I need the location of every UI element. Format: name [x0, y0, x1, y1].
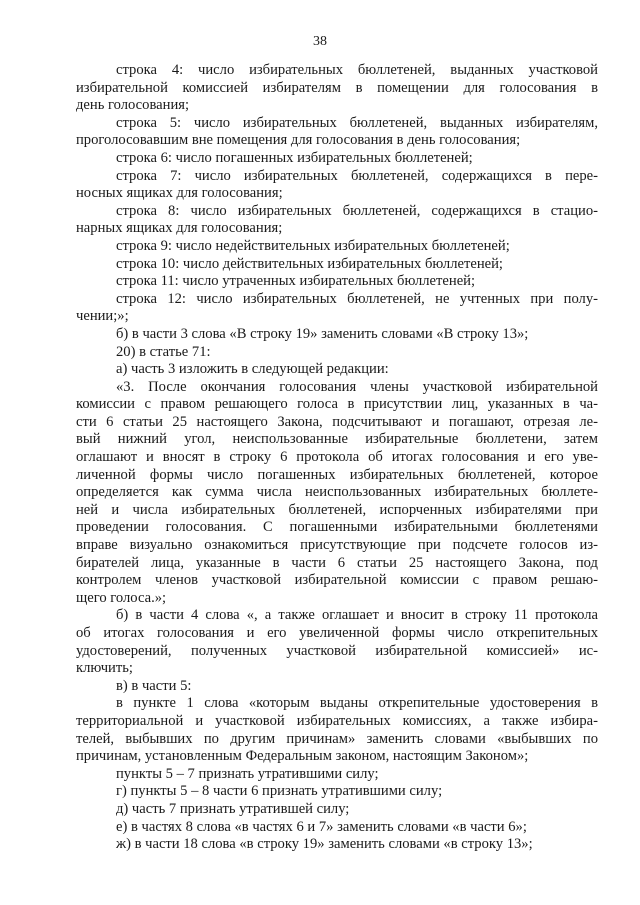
text-line: оглашают и вносят в строку 6 протокола об итогах голосования и его уве- — [76, 449, 598, 466]
text-line: проведении голосования. С погашенными избирательными бюллетенями — [76, 519, 598, 536]
text-line: в пункте 1 слова «которым выданы открепительные удостоверения в — [116, 695, 598, 712]
text-line: ключить; — [76, 660, 133, 677]
text-line: определяется как сумма числа неиспользованных избирательных бюллете- — [76, 484, 598, 501]
text-line: в) в части 5: — [116, 677, 192, 694]
text-line: об итогах голосования и его увеличенной формы число открепительных — [76, 625, 598, 641]
text-line: д) часть 7 признать утратившей силу; — [116, 800, 350, 817]
text-line: а) часть 3 изложить в следующей редакции: — [116, 361, 389, 378]
text-line: «3. После окончания голосования члены участковой избирательной — [116, 378, 598, 395]
page-number: 38 — [313, 34, 327, 49]
text-line: контролем членов участковой избирательной комиссии с правом решаю- — [76, 572, 598, 589]
document-body — [76, 62, 598, 854]
text-line: 20) в статье 71: — [116, 343, 211, 360]
text-line: г) пункты 5 – 8 части 6 признать утратившими силу; — [116, 783, 443, 800]
text-line: носных ящиках для голосования; — [76, 185, 283, 202]
text-line: строка 4: число избирательных бюллетеней, выданных участковой — [116, 62, 598, 78]
text-line: избирательной комиссией избирателям в помещении для голосования в — [76, 79, 598, 96]
text-line: строка 10: число действительных избирательных бюллетеней; — [116, 255, 503, 272]
text-line: строка 5: число избирательных бюллетеней, выданных избирателям, — [116, 114, 598, 131]
text-line: удостоверений, полученных участковой избирательной комиссией» ис- — [76, 642, 598, 659]
text-line: строка 7: число избирательных бюллетеней, содержащихся в пере- — [116, 167, 598, 184]
text-line: щего голоса.»; — [76, 589, 167, 606]
text-line: ней и числа избирательных бюллетеней, испорченных избирателями при — [76, 501, 598, 518]
text-line: строка 11: число утраченных избирательных бюллетеней; — [116, 273, 476, 290]
text-line: вый нижний угол, неиспользованные избирательные бюллетени, затем — [76, 431, 598, 448]
text-line: б) в части 3 слова «В строку 19» заменить словами «В строку 13»; — [116, 325, 529, 342]
text-line: чении;»; — [76, 308, 129, 325]
text-line: проголосовавшим вне помещения для голосования в день голосования; — [76, 132, 521, 149]
text-line: нарных ящиках для голосования; — [76, 220, 283, 237]
text-line: телей, выбывших по другим причинам» заменить словами «выбывших по — [76, 730, 598, 747]
text-line: день голосования; — [76, 97, 190, 114]
text-line: вправе визуально ознакомиться присутствующие при подсчете голосов из- — [76, 537, 598, 554]
text-line: пункты 5 – 7 признать утратившими силу; — [116, 765, 379, 782]
text-line: ж) в части 18 слова «в строку 19» заменить словами «в строку 13»; — [116, 836, 533, 853]
text-line: бирателей лица, указанные в части 6 статьи 25 настоящего Закона, под — [76, 554, 598, 571]
text-line: строка 6: число погашенных избирательных бюллетеней; — [116, 149, 473, 166]
text-line: строка 12: число избирательных бюллетеней, не учтенных при полу- — [116, 290, 598, 307]
text-line: строка 9: число недействительных избирательных бюллетеней; — [116, 237, 510, 254]
text-line: б) в части 4 слова «, а также оглашает и вносит в строку 11 протокола — [116, 607, 598, 624]
text-line: е) в частях 8 слова «в частях 6 и 7» заменить словами «в части 6»; — [116, 818, 527, 835]
text-line: личенной формы число погашенных избирательных бюллетеней, которое — [76, 466, 598, 483]
text-line: территориальной и участковой избирательных комиссиях, а также избира- — [76, 712, 598, 729]
text-line: причинам, установленным Федеральным законом, настоящим Законом»; — [76, 748, 529, 765]
text-line: строка 8: число избирательных бюллетеней, содержащихся в стацио- — [116, 202, 598, 219]
text-line: сти 6 статьи 25 настоящего Закона, подсчитывают и погашают, отрезая ле- — [76, 413, 598, 430]
text-line: комиссии с правом решающего голоса в присутствии лиц, указанных в ча- — [76, 396, 598, 413]
